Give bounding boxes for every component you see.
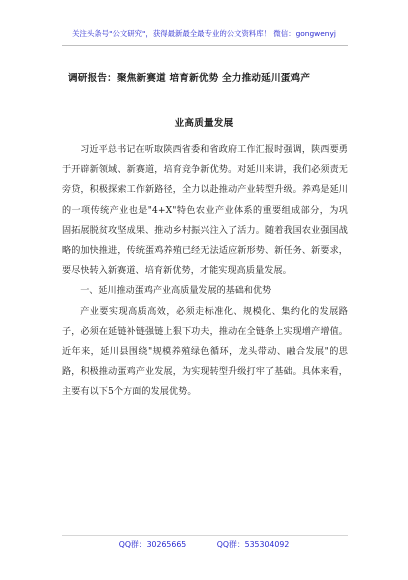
header-divider (62, 45, 348, 46)
body-paragraph: 习近平总书记在听取陕西省委和省政府工作汇报时强调，陕西要勇于开辟新领域、新赛道，培育竞争新优势。对延川来讲，我们必须责无旁贷，积极探索工作新路径，全力以赴推动产业转型升级。养鸡是延川的一项传统产业也是"4+X"特色农业产业体系的重要组成部分，为巩固拓展脱贫攻坚成果、推动乡村振兴注入了活力。随着我国农业强国战略的加快推进，传统蛋鸡养殖已经无法适应新形势、新任务、新要求，要尽快转入新赛道、培育新优势，才能实现高质量发展。 (62, 145, 348, 277)
body-paragraph: 产业要实现高质高效，必须走标准化、规模化、集约化的发展路子，必须在延链补链强链上狠下功夫，推动在全链条上实现增产增值。近年来，延川县围绕"规模养殖绿色循环，龙头带动、融合发展"的思路，积极推动蛋鸡产业发展，为实现转型升级打牢了基础。具体来看，主要有以下5个方面的发展优势。 (62, 306, 348, 398)
header-banner: 关注头条号"公文研究"，获得最新最全最专业的公文资料库！ 微信：gongwenyj (72, 29, 336, 38)
footer-qq-group-2: QQ群：535304092 (216, 540, 290, 549)
document-title-line-1: 调研报告：聚焦新赛道 培育新优势 全力推动延川蛋鸡产 (68, 73, 311, 84)
footer (0, 539, 408, 550)
footer-divider (62, 535, 348, 536)
section-heading: 一、延川推动蛋鸡产业高质量发展的基础和优势 (80, 286, 272, 297)
document-title-line-2: 业高质量发展 (174, 118, 234, 129)
footer-qq-group-1: QQ群：30265665 (118, 540, 187, 549)
document-body (62, 140, 348, 403)
